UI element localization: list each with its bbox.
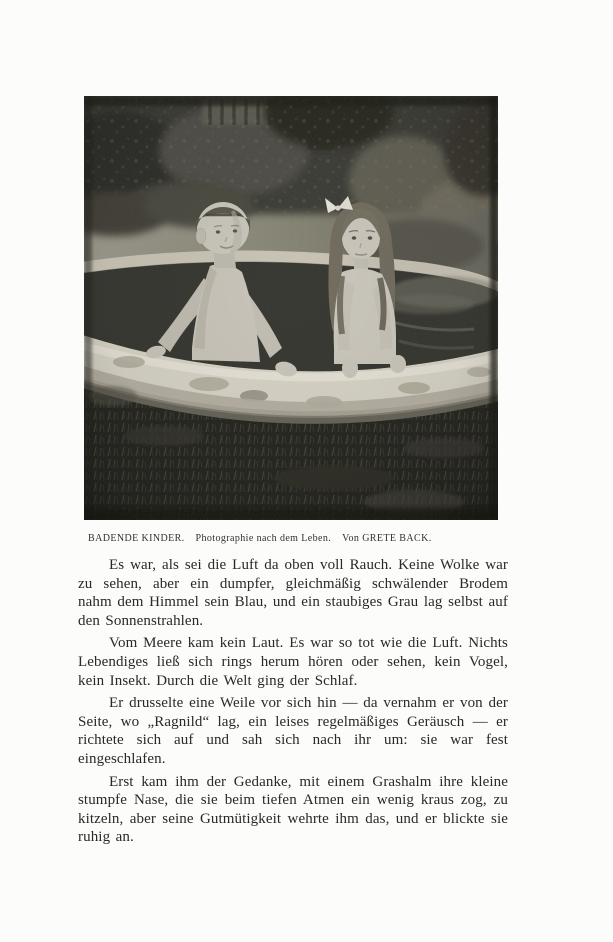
paragraph-1: Es war, als sei die Luft da oben voll Rauch. Keine Wolke war zu sehen, aber ein dumpfer, gleichmäßig schwälender Brodem nahm dem Himmel sein Blau, und ein staubiges Grau lag selbst auf den Sonnenstrahlen. [78,557,508,629]
photo-frame [84,96,498,520]
paragraph-2: Vom Meere kam kein Laut. Es war so tot wie die Luft. Nichts Lebendiges ließ sich rings herum hören oder sehen, kein Vogel, kein Insekt. Durch die Welt ging der Schlaf. [78,635,508,689]
paragraph-3: Er drusselte eine Weile vor sich hin — da vernahm er von der Seite, wo „Ragnild“ lag, ein leises regelmäßiges Geräusch — er richtete sich auf und sah sich nach ihr um: sie war fest eingeschlafen. [78,695,508,767]
caption-method: Photographie nach dem Leben. [195,533,332,544]
paragraph-4: Erst kam ihm der Gedanke, mit einem Grashalm ihre kleine stumpfe Nase, die sie beim tiefen Atmen ein wenig kraus zog, zu kitzeln, aber seine Gutmütigkeit wehrte ihm das, und er blickte sie ruhig an. [78,773,508,846]
photo-finish [84,96,498,520]
caption-credit: Von GRETE BACK. [342,533,432,544]
caption-title: BADENDE KINDER. [88,533,185,544]
body-text [78,556,508,851]
bathing-children-photo [84,96,498,520]
photo-grain [84,96,498,520]
photo-caption [88,533,432,544]
